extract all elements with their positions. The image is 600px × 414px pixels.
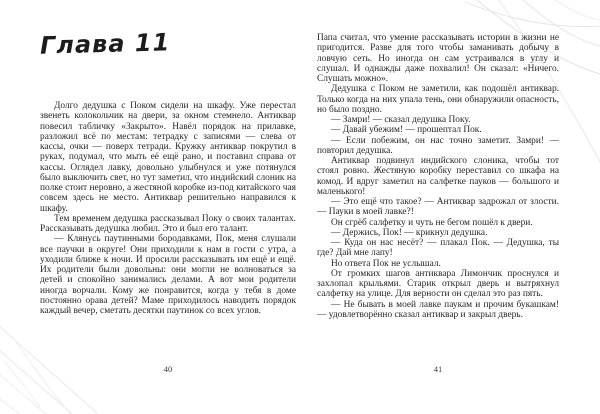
- paragraph: Он сгрёб салфетку и чуть не бегом пошёл к двери.: [331, 217, 533, 228]
- paragraph: Дедушка с Поком не заметили, как подошёл антиквар. Только когда на них упала тень, они обнаружили опасность, но было поздно.: [317, 84, 559, 115]
- paragraph: Долго дедушка с Поком сидели на шкафу. Уже перестал звенеть колокольчик на двери, за окном стемнело. Антиквар повесил табличку «Закрыто». Навёл порядок на прилавке, разложил всё по местам: тетрадку с записями — слева от кассы, очки — поверх тетради. Кружку антиквар покрутил в руках, подумал, что мыть её ещё рано, и поставил справа от кассы. Оглядел лавку, довольно улыбнулся и уже потянулся было выключить свет, но тут заметил, что индийский слоник на полке стоит неровно, а жестяной коробке из-под китайского чая совсем здесь не место. Антиквар решительно направился к шкафу.: [40, 101, 296, 214]
- right-page-text: [317, 33, 559, 359]
- paragraph: — Замри! — сказал дедушка Поку.: [331, 115, 471, 125]
- paragraph: — Клянусь паутинными бородавками, Пок, меня слушали все паучки в округе! Они приходили к нам в гости с утра, а уходили ближе к ночи. И просили рассказывать им ещё и ещё. Их родители были довольны: они могли не волноваться за детей и спокойно занимались делами. А вот мои родители иногда ворчали. Кому же понравится, когда у тебя в доме постоянно орава детей? Маме приходилось наводить порядок каждый вечер, сметать десятки паутинок со всех углов.: [40, 234, 296, 316]
- paragraph: Тем временем дедушка рассказывал Поку о своих талантах. Рассказывать дедушка любил. Это и был его талант.: [40, 213, 296, 234]
- paragraph: Но ответа Пок не услышал.: [331, 258, 441, 269]
- left-page-number: 40: [163, 364, 173, 374]
- paragraph: — Это ещё что такое? — Антиквар задрожал от злости. — Пауки в моей лавке?!: [317, 197, 559, 218]
- paragraph: — Если побежим, он нас точно заметит. Замри! — повторил дедушка.: [317, 135, 559, 156]
- paragraph: Папа считал, что умение рассказывать истории в жизни не пригодится. Разве для того чтобы заманивать добычу в ловчую сеть. Но иногда он сам устраивался в углу и слушал. И однажды даже похвалил! Он сказал: «Ничего. Слушать можно».: [317, 33, 559, 84]
- right-page-number: 41: [433, 364, 443, 374]
- paragraph: Антиквар подвинул индийского слоника, чтобы тот стоял ровно. Жестяную коробку переставил со шкафа на комод. И вдруг заметил на салфетке пауков — большого и маленького!: [317, 156, 559, 197]
- chapter-title: Глава 11: [39, 28, 171, 60]
- paragraph: — Куда он нас несёт? — плакал Пок. — Дедушка, ты где? Дай мне лапу!: [317, 238, 559, 259]
- paragraph: — Не бывать в моей лавке паукам и прочим букашкам! — удовлетворённо сказал антиквар и закрыл дверь.: [317, 299, 559, 320]
- paragraph: — Держись, Пок! — крикнул дедушка.: [331, 227, 488, 238]
- left-page-text: [40, 101, 296, 359]
- paragraph: От громких шагов антиквара Лимончик проснулся и захлопал крыльями. Старик открыл дверь и вытряхнул салфетку на улице. Для верности он сделал это раз пять.: [317, 268, 559, 300]
- paragraph: — Давай убежим! — прошептал Пок.: [331, 125, 482, 136]
